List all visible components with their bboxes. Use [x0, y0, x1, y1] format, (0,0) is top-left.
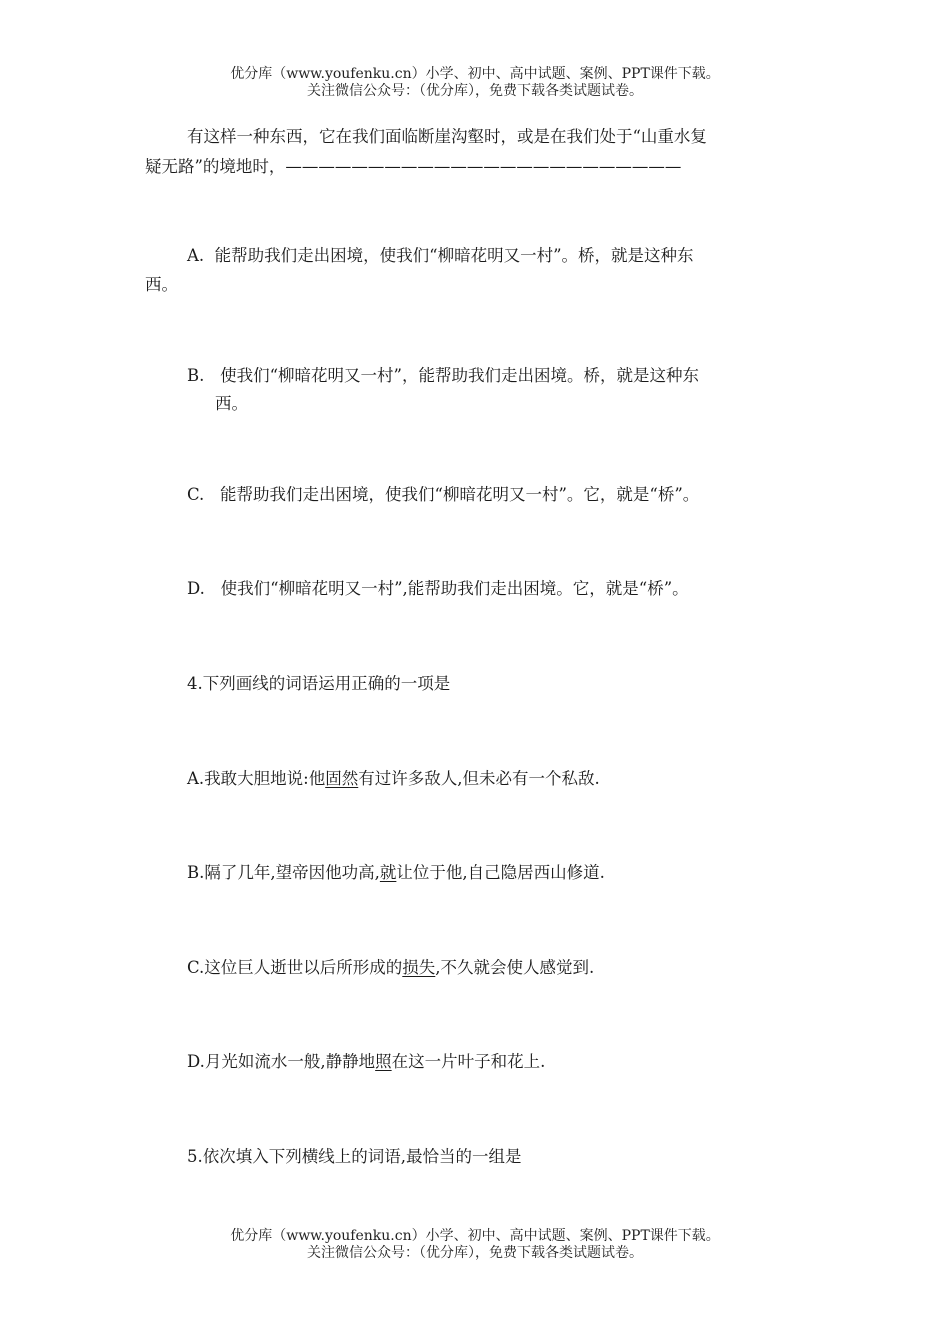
option-label: B. [187, 366, 205, 385]
q5-title: 5.依次填入下列横线上的词语,最恰当的一组是 [187, 1147, 522, 1166]
option-text: 使我们“柳暗花明又一村”，能帮助我们走出困境。桥，就是这种东 [220, 366, 699, 385]
option-text: 使我们“柳暗花明又一村”,能帮助我们走出困境。它，就是“桥”。 [220, 579, 689, 598]
option-text-pre: D.月光如流水一般,静静地 [187, 1052, 376, 1071]
option-text-post: 让位于他,自己隐居西山修道. [396, 863, 605, 882]
q3-option-c [187, 480, 699, 510]
underlined-word: 照 [375, 1052, 392, 1071]
q3-option-a-cont: 西。 [145, 275, 178, 294]
underlined-word: 就 [379, 863, 397, 882]
q4-option-d [187, 1047, 545, 1077]
option-label: D. [187, 579, 205, 598]
q3-option-b [187, 361, 699, 391]
header-line-1: 优分库（www.youfenku.cn）小学、初中、高中试题、案例、PPT课件下载。 [230, 66, 720, 82]
option-text-pre: C.这位巨人逝世以后所形成的 [187, 958, 403, 977]
option-text-post: ,不久就会使人感觉到. [435, 958, 595, 977]
option-text-pre: A.我敢大胆地说:他 [187, 769, 326, 788]
page-header [0, 66, 950, 100]
option-text-post: 在这一片叶子和花上. [391, 1052, 546, 1071]
page-footer [0, 1228, 950, 1262]
option-text: 能帮助我们走出困境，使我们“柳暗花明又一村”。它，就是“桥”。 [220, 485, 700, 504]
option-text: 能帮助我们走出困境，使我们“柳暗花明又一村”。桥，就是这种东 [214, 246, 694, 265]
option-text-post: 有过许多敌人,但未必有一个私敌. [358, 769, 600, 788]
q4-option-c [187, 953, 594, 983]
stem-line-1: 有这样一种东西，它在我们面临断崖沟壑时，或是在我们处于“山重水复 [187, 127, 707, 146]
q3-option-d [187, 574, 689, 604]
q4-option-b [187, 858, 605, 888]
footer-line-1: 优分库（www.youfenku.cn）小学、初中、高中试题、案例、PPT课件下载。 [230, 1228, 720, 1244]
q4-option-a [187, 764, 600, 794]
stem-line-2: 疑无路”的境地时，———————————————————————— [145, 157, 682, 176]
header-line-2: 关注微信公众号：（优分库），免费下载各类试题试卷。 [307, 83, 643, 99]
underlined-word: 固然 [325, 769, 359, 788]
q4-title: 4.下列画线的词语运用正确的一项是 [187, 674, 451, 693]
option-text-pre: B.隔了几年,望帝因他功高, [187, 863, 380, 882]
underlined-word: 损失 [402, 958, 436, 977]
option-label: A. [187, 246, 205, 265]
q3-option-a [187, 241, 694, 271]
q3-option-b-cont: 西。 [215, 394, 248, 413]
footer-line-2: 关注微信公众号：（优分库），免费下载各类试题试卷。 [307, 1245, 643, 1261]
option-label: C. [187, 485, 205, 504]
